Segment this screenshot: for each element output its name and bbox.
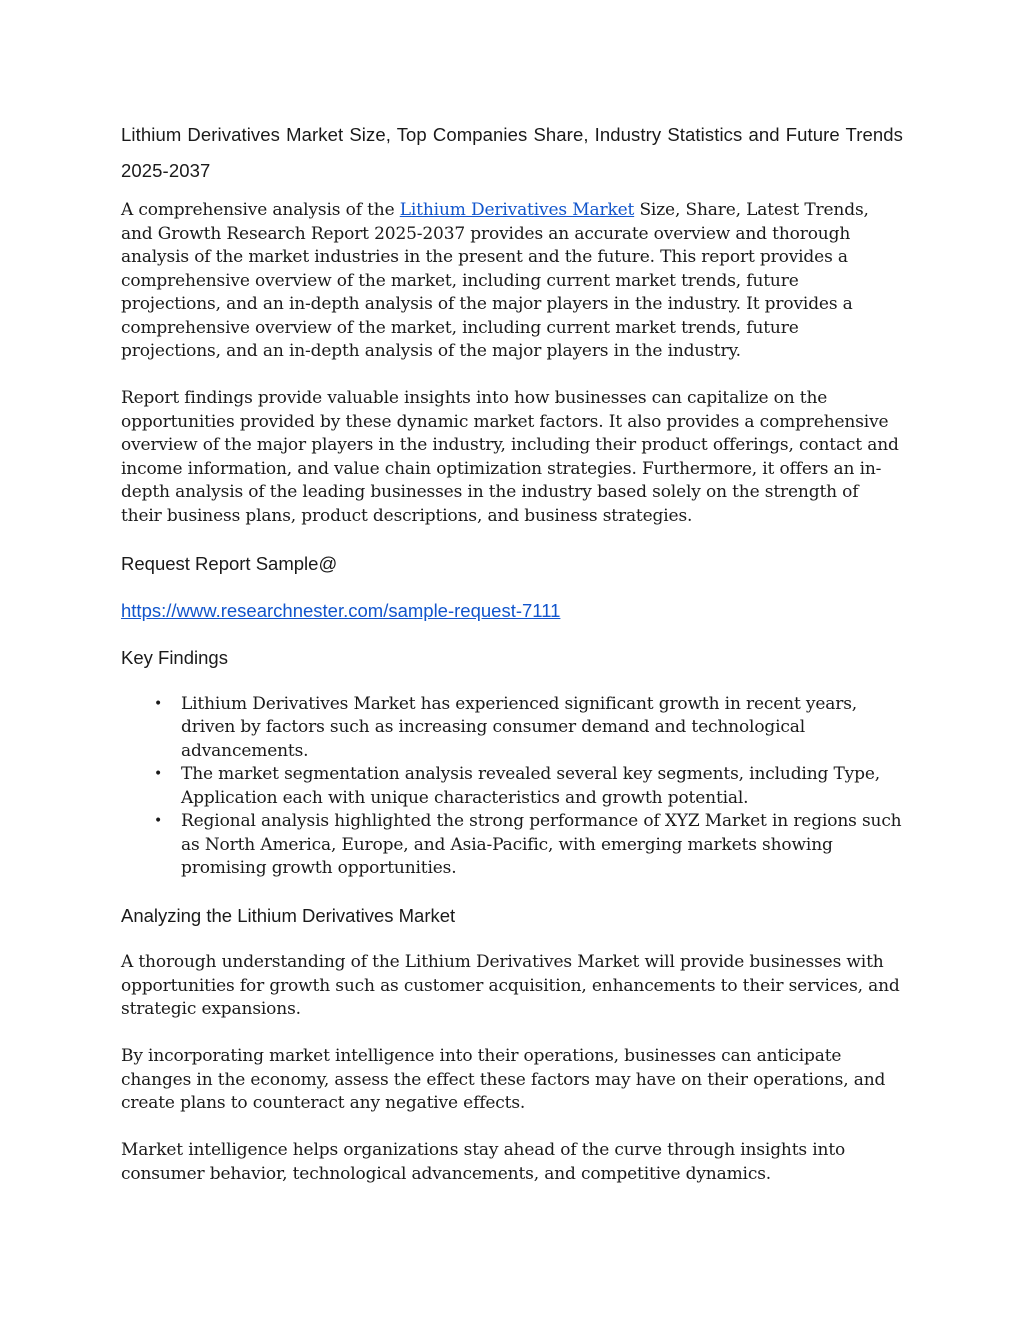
request-sample-label: Request Report Sample@ — [121, 552, 338, 574]
list-item-text: The market segmentation analysis revealed several key segments, including Type, Application each with unique characteristics and growth potential. — [181, 764, 881, 808]
list-item-text: Lithium Derivatives Market has experienced significant growth in recent years, driven by factors such as increasing consumer demand and technological advancements. — [181, 693, 858, 761]
analyzing-paragraph: A thorough understanding of the Lithium Derivatives Market will provide businesses with opportunities for growth such as customer acquisition, enhancements to their services, and strategic expansions. — [121, 952, 900, 1019]
analyzing-heading: Analyzing the Lithium Derivatives Market — [121, 905, 456, 926]
document-title: Lithium Derivatives Market Size, Top Companies Share, Industry Statistics and Future Trends 2025-2037 — [121, 124, 903, 181]
lithium-derivatives-market-link[interactable]: Lithium Derivatives Market — [399, 200, 635, 220]
list-item-text: Regional analysis highlighted the strong performance of XYZ Market in regions such as North America, Europe, and Asia-Pacific, with emerging markets showing promising growth opportunities. — [181, 811, 902, 878]
document-page — [121, 117, 903, 1210]
intro-text-before-link: A comprehensive analysis of the — [121, 200, 400, 220]
list-item — [154, 810, 903, 881]
intro-text-after-link: Size, Share, Latest Trends, and Growth Research Report 2025-2037 provides an accurate overview and thorough analysis of the market industries in the present and the future. This report provides a comprehensive overview of the market, including current market trends, future projections, and an in-depth analysis of the major players in the industry. It provides a comprehensive overview of the market, including current market trends, future projections, and an in-depth analysis of the major players in the industry. — [121, 200, 869, 361]
bullet-icon: • — [154, 695, 163, 712]
key-findings-heading: Key Findings — [121, 646, 228, 668]
list-item — [154, 693, 903, 764]
analyzing-paragraph: By incorporating market intelligence into their operations, businesses can anticipate changes in the economy, assess the effect these factors may have on their operations, and create plans to counteract any negative effects. — [121, 1046, 886, 1113]
key-findings-list — [121, 693, 903, 881]
report-findings-paragraph: Report findings provide valuable insights into how businesses can capitalize on the opportunities provided by these dynamic market factors. It also provides a comprehensive overview of the major players in the industry, including their product offerings, contact and income information, and value chain optimization strategies. Furthermore, it offers an in-depth analysis of the leading businesses in the industry based solely on the strength of their business plans, product descriptions, and business strategies. — [121, 388, 899, 526]
bullet-icon: • — [154, 766, 163, 782]
list-item — [154, 763, 903, 810]
intro-paragraph — [121, 199, 903, 364]
bullet-icon: • — [154, 813, 163, 829]
analyzing-paragraph: Market intelligence helps organizations stay ahead of the curve through insights into consumer behavior, technological advancements, and competitive dynamics. — [121, 1140, 846, 1184]
sample-request-link[interactable]: https://www.researchnester.com/sample-request-7111 — [121, 599, 561, 621]
sample-url-line — [121, 599, 903, 623]
